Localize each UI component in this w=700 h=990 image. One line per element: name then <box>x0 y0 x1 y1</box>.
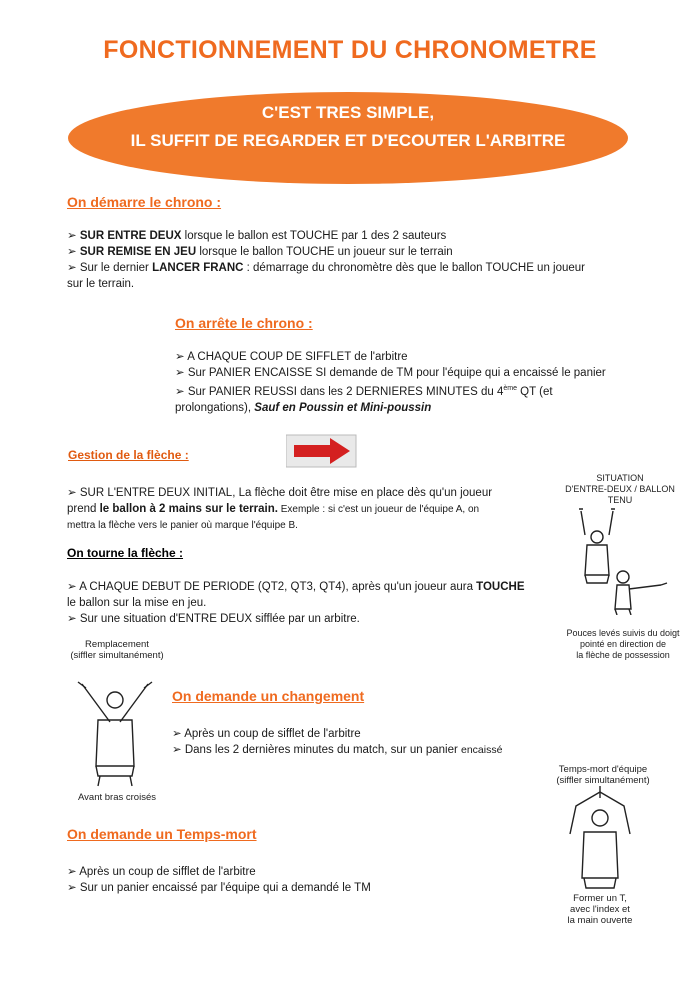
timeout-caption-bottom: Former un T, avec l'index et la main ouverte <box>567 893 633 926</box>
list-item: ➢ A CHAQUE DEBUT DE PERIODE (QT2, QT3, QT4), après qu'un joueur aura TOUCHE <box>67 581 525 593</box>
item-bold: SUR ENTRE DEUX <box>79 230 182 242</box>
timeout-caption-top: Temps-mort d'équipe (siffler simultanément) <box>556 764 650 786</box>
item-bold: LANCER FRANC <box>152 262 244 274</box>
banner <box>68 100 628 156</box>
list-item: ➢ A CHAQUE COUP DE SIFFLET de l'arbitre <box>175 351 408 363</box>
change-heading: On demande un changement <box>172 688 365 704</box>
list-item-continuation: prolongations), Sauf en Poussin et Mini-poussin <box>175 401 432 414</box>
list-item: ➢ Sur le dernier LANCER FRANC : démarrage du chronomètre dès que le ballon TOUCHE un joueur <box>67 262 586 274</box>
item-text: Sur le dernier <box>79 262 153 274</box>
start-list <box>67 228 647 292</box>
item-text: lorsque le ballon TOUCHE un joueur sur le terrain <box>196 246 453 258</box>
item-text: lorsque le ballon est TOUCHE par 1 des 2 sauteurs <box>181 230 447 242</box>
turn-list <box>67 579 557 627</box>
stop-heading: On arrête le chrono : <box>175 315 313 331</box>
list-item: ➢ Sur PANIER ENCAISSE SI demande de TM pour l'équipe qui a encaissé le panier <box>175 367 606 379</box>
list-item: ➢ Sur PANIER REUSSI dans les 2 DERNIERES MINUTES du 4ème QT (et <box>175 385 553 398</box>
list-item-continuation: le ballon sur la mise en jeu. <box>67 597 207 609</box>
change-list <box>172 726 572 758</box>
banner-line-1: C'EST TRES SIMPLE, <box>261 103 435 122</box>
list-item: ➢ SUR ENTRE DEUX lorsque le ballon est TOUCHE par 1 des 2 sauteurs <box>67 230 447 242</box>
jump-caption-bottom: Pouces levés suivis du doigt pointé en direction de la flèche de possession <box>566 628 680 660</box>
turn-heading: On tourne la flèche : <box>67 546 184 560</box>
timeout-figure <box>560 784 640 892</box>
arrow-heading: Gestion de la flèche : <box>68 448 189 462</box>
list-item: ➢ Sur une situation d'ENTRE DEUX sifflée par un arbitre. <box>67 613 360 625</box>
list-item: ➢ Sur un panier encaissé par l'équipe qui a demandé le TM <box>67 882 371 894</box>
banner-line-2: IL SUFFIT DE REGARDER ET D'ECOUTER L'ARBITRE <box>130 131 566 150</box>
list-item: ➢ Dans les 2 dernières minutes du match, sur un panier encaissé <box>172 744 503 756</box>
item-bold: SUR REMISE EN JEU <box>79 246 197 258</box>
jump-caption-top: SITUATION D'ENTRE-DEUX / BALLON TENU <box>565 473 675 505</box>
jump-ball-figure <box>565 505 675 615</box>
page-title: FONCTIONNEMENT DU CHRONOMETRE <box>103 36 597 64</box>
list-item: ➢ Après un coup de sifflet de l'arbitre <box>172 728 361 740</box>
stop-list <box>175 349 645 416</box>
start-heading: On démarre le chrono : <box>67 194 222 210</box>
arrow-icon <box>286 433 358 469</box>
list-item: ➢ Après un coup de sifflet de l'arbitre <box>67 866 256 878</box>
timeout-list <box>67 864 527 896</box>
sub-caption-bottom: Avant bras croisés <box>78 792 156 803</box>
list-item: ➢ SUR REMISE EN JEU lorsque le ballon TOUCHE un joueur sur le terrain <box>67 246 453 258</box>
list-item-continuation: sur le terrain. <box>67 278 135 290</box>
sub-caption-top: Remplacement (siffler simultanément) <box>70 639 164 661</box>
timeout-heading: On demande un Temps-mort <box>67 826 257 842</box>
item-text: : démarrage du chronomètre dès que le ballon TOUCHE un joueur <box>243 262 586 274</box>
arrow-paragraph: ➢ SUR L'ENTRE DEUX INITIAL, La flèche doit être mise en place dès qu'un joueur prend le ballon à 2 mains sur le terrain. Exemple : si c'est un joueur de l'équipe A, on mettra la flèche vers le panier où marque l'équipe B. <box>67 487 493 531</box>
substitution-figure <box>70 678 160 788</box>
